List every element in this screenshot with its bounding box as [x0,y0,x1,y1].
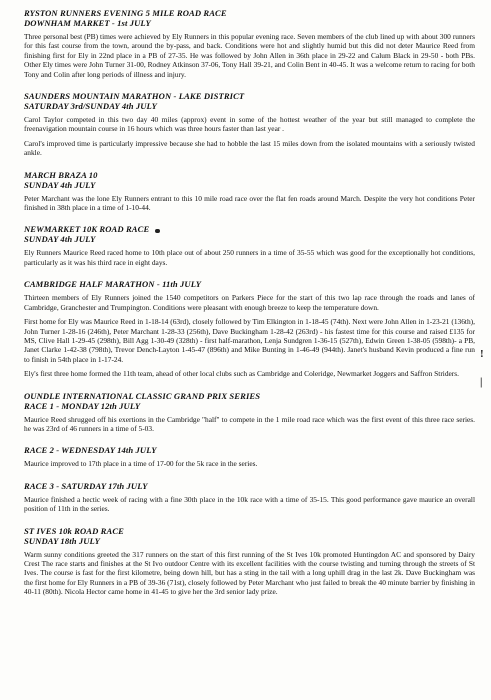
section-paragraph: Warm sunny conditions greeted the 317 runners on the start of this first running of the St Ives 10k promoted Huntingdon AC and sponsored by Dairy Crest The race starts and finishes at the St Ivo outdoor Centre with its excellent facilities with the course twisting and turning through the streets of St Ives. The course is fast for the first kilometre, being down hill, but has a sting in the tail with a long uphill drag in the last 2k. Dave Buckingham was the first home for Ely Runners in a PB of 39-36 (71st), closely followed by Peter Marchant who just failed to break the 40 minute barrier by finishing in 40-11 (80th). Nicola Hector came home in 41-45 to give her the 3rd senior lady prize. [24,549,475,597]
section-gap [24,437,475,445]
margin-mark: ! [480,348,484,360]
section-paragraph: Maurice improved to 17th place in a time of 17-00 for the 5k race in the series. [24,459,258,469]
race-report-section [24,391,475,434]
section-heading: MARCH BRAZA 10 [24,169,98,180]
race-report-section [24,8,475,79]
section-gap [24,162,475,170]
margin-mark: | [480,376,483,388]
section-gap [24,383,475,391]
race-report-section [24,91,475,158]
section-gap [24,83,475,91]
race-report-section [24,445,475,468]
section-gap [24,216,475,224]
section-heading: SAUNDERS MOUNTAIN MARATHON - LAKE DISTRICT [24,91,245,102]
section-subheading: SATURDAY 3rd/SUNDAY 4th JULY [24,101,157,112]
section-paragraph: Maurice Reed shrugged off his exertions in the Cambridge "half" to compete in the 1 mile road race which was the first event of this three race series. he was 23rd of 46 runners in a time of 5-03. [24,414,475,433]
section-paragraph: Three personal best (PB) times were achieved by Ely Runners in this popular evening race. Seven members of the club lined up with about 300 runners for this fast course from the town, around the by-pass, and back. Conditions were hot and slightly humid but this did not deter Maurice Reed from finishing first for Ely in 22nd place in a PB of 27-35. He was followed by John Allen in 36th place in 29-22 and Calum Black in 29-50 - both PBs. Other Ely times were John Turner 31-00, Rodney Atkinson 37-06, Tony Hall 39-21, and Colin Bent in 40-45. It was a welcome return to racing for both Tony and Colin after long periods of illness and injury. [24,32,475,79]
section-paragraph: Ely Runners Maurice Reed raced home to 10th place out of about 250 runners in a time of 35-55 which was good for the exceptionally hot conditions, particularly as it was his third race in eight days. [24,248,475,267]
section-heading: CAMBRIDGE HALF MARATHON - 11th JULY [24,279,202,290]
section-gap [24,473,475,481]
section-subheading: DOWNHAM MARKET - 1st JULY [24,18,151,28]
section-gap [24,271,475,279]
section-paragraph: First home for Ely was Maurice Reed in 1-18-14 (63rd), closely followed by Tim Elkington in 1-18-45 (74th). Next were John Allen in 1-23-21 (136th), John Turner 1-28-16 (246th), Peter Marchant 1-28-33 (256th), Dave Buckingham 1-28-42 (263rd) - his fastest time for this course and raised £135 for MS, Clive Hall 1-29-45 (298th), Bill Agg 1-30-49 (328th) - first half-marathon, Lenja Sundgren 1-36-15 (527th), Edwin Green 1-38-05 (598th)- a PB, Janet Clarke 1-42-38 (798th), Trevor Dench-Layton 1-45-47 (896th) and Mike Bunting in 1-46-49 (944th). Janet's husband Kevin produced a fine run to finish in 54th place in 1-17-24. [24,317,475,364]
section-heading: ST IVES 10k ROAD RACE [24,525,125,536]
race-report-section [24,224,475,267]
section-paragraph: Maurice finished a hectic week of racing with a fine 30th place in the 10k race with a time of 35-15. This good performance gave maurice an overall position of 11th in the series. [24,494,475,514]
section-subheading: SUNDAY 18th JULY [24,535,100,546]
race-report-section [24,481,475,514]
section-heading: RYSTON RUNNERS EVENING 5 MILE ROAD RACE [24,8,227,18]
section-paragraph: Carol Taylor competed in this two day 40 miles (approx) event in some of the hottest weather of the year but still managed to complete the freenavigation mountain course in 16 hours which was three hours faster than last year . [24,115,475,134]
section-subheading: RACE 1 - MONDAY 12th JULY [24,400,141,411]
race-report-section [24,526,475,597]
section-paragraph: Thirteen members of Ely Runners joined the 1540 competitors on Parkers Piece for the start of this two lap race through the roads and lanes of Cambridge, Granchester and Trumpington. Conditions were pleasant with enough breeze to keep the temperature down. [24,293,475,312]
section-gap [24,518,475,526]
section-paragraph: Ely's first three home formed the 11th team, ahead of other local clubs such as Cambridge and Coleridge, Newmarket Joggers and Saffron Striders. [24,369,459,379]
section-paragraph: Carol's improved time is particularly impressive because she had to hobble the last 15 miles down from the isolated mountains with a seriously twisted ankle. [24,138,475,158]
section-paragraph: Peter Marchant was the lone Ely Runners entrant to this 10 mile road race over the flat fen roads around March. Despite the very hot conditions Peter finished in 38th place in a time of 1-10-44. [24,193,475,213]
section-heading: OUNDLE INTERNATIONAL CLASSIC GRAND PRIX SERIES [24,390,261,401]
ink-blot-mark [155,229,160,233]
race-report-section [24,279,475,378]
section-subheading: SUNDAY 4th JULY [24,234,96,245]
section-heading: RACE 3 - SATURDAY 17th JULY [24,480,148,491]
section-subheading: SUNDAY 4th JULY [24,179,96,190]
section-heading: RACE 2 - WEDNESDAY 14th JULY [24,445,157,456]
section-heading: NEWMARKET 10K ROAD RACE [24,224,475,234]
race-report-section [24,170,475,213]
